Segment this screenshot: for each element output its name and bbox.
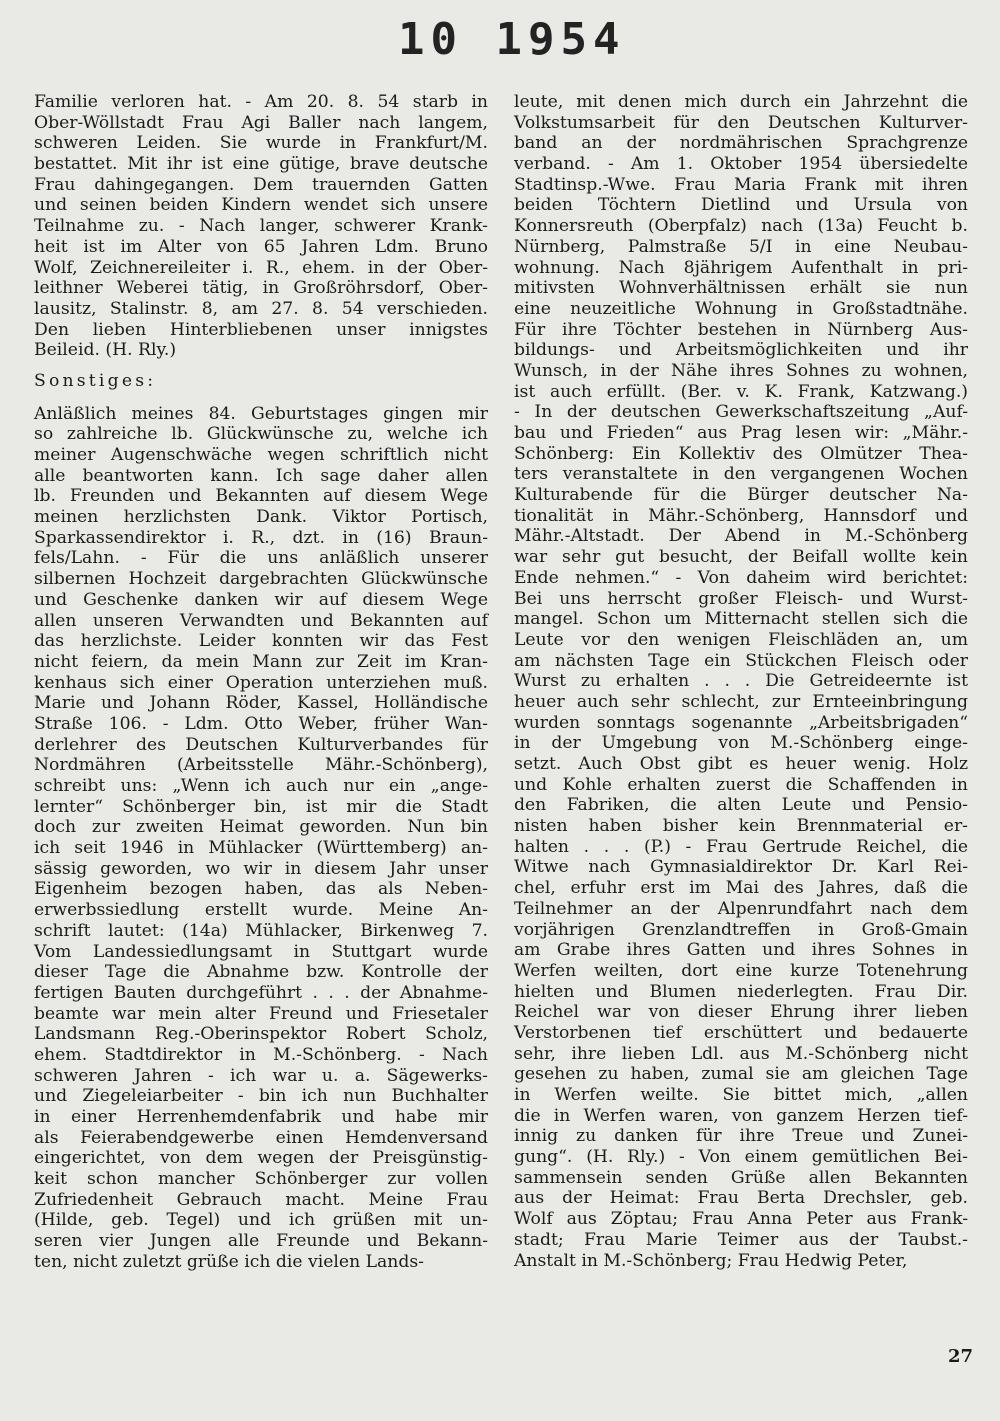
text-line: hielten und Blumen niederlegten. Frau Dir. xyxy=(514,981,968,1002)
text-line: ist auch erfüllt. (Ber. v. K. Frank, Katzwang.) xyxy=(514,381,968,402)
text-line: mangel. Schon um Mitternacht stellen sich die xyxy=(514,609,968,630)
text-line: Anstalt in M.-Schönberg; Frau Hedwig Peter, xyxy=(514,1250,908,1271)
text-line: Eigenheim bezogen haben, das als Neben- xyxy=(34,879,488,900)
text-line: Witwe nach Gymnasialdirektor Dr. Karl Rei- xyxy=(514,857,968,878)
text-line: Vom Landessiedlungsamt in Stuttgart wurde xyxy=(34,941,488,962)
text-line: in einer Herrenhemdenfabrik und habe mir xyxy=(34,1107,488,1127)
text-line: erwerbssiedlung erstellt wurde. Meine An- xyxy=(34,900,488,921)
text-line: Konnersreuth (Oberpfalz) nach (13a) Feucht b. xyxy=(514,216,968,237)
text-line: mitivsten Wohnverhältnissen erhält sie nun xyxy=(514,278,968,299)
text-line: wohnung. Nach 8jährigem Aufenthalt in pri- xyxy=(514,257,968,278)
text-line: bildungs- und Arbeitsmöglichkeiten und ihr xyxy=(514,340,968,361)
text-line: am nächsten Tage ein Stückchen Fleisch oder xyxy=(514,650,968,671)
text-line: fels/Lahn. - Für die uns anläßlich unserer xyxy=(34,548,488,569)
text-line: Familie verloren hat. - Am 20. 8. 54 starb in xyxy=(34,92,488,112)
text-line: sässig geworden, wo wir in diesem Jahr unser xyxy=(34,858,488,879)
text-line: war sehr gut besucht, der Beifall wollte kein xyxy=(514,547,968,568)
text-line: so zahlreiche lb. Glückwünsche zu, welche ich xyxy=(34,424,488,445)
text-line: am Grabe ihres Gatten und ihres Sohnes in xyxy=(514,940,968,961)
text-line: band an der nordmährischen Sprachgrenze xyxy=(514,133,968,154)
page-number: 27 xyxy=(948,1346,974,1367)
text-line: setzt. Auch Obst gibt es heuer wenig. Holz xyxy=(514,754,968,774)
text-line: das herzlichste. Leider konnten wir das Fest xyxy=(34,631,488,652)
text-line: sehr, ihre lieben Ldl. aus M.-Schönberg nicht xyxy=(514,1043,968,1064)
text-line: Wurst zu erhalten . . . Die Getreideernte ist xyxy=(514,671,968,692)
section-heading: Sonstiges: xyxy=(34,370,157,391)
text-line: allen unseren Verwandten und Bekannten auf xyxy=(34,610,488,631)
right-column xyxy=(514,92,968,1271)
paragraph-obituaries xyxy=(34,92,488,361)
text-line: keit schon mancher Schönberger zur vollen xyxy=(34,1169,488,1190)
text-line: fertigen Bauten durchgeführt . . . der Abnahme- xyxy=(34,982,488,1003)
text-line: schreibt uns: „Wenn ich auch nur ein „ange- xyxy=(34,776,488,796)
text-line: eine neuzeitliche Wohnung in Großstadtnähe. xyxy=(514,298,968,319)
text-line: in der Umgebung von M.-Schönberg einge- xyxy=(514,733,968,754)
text-line: doch zur zweiten Heimat geworden. Nun bin xyxy=(34,817,488,838)
text-line: leithner Weberei tätig, in Großröhrsdorf, Ober- xyxy=(34,278,488,299)
text-line: schrift lautet: (14a) Mühlacker, Birkenweg 7. xyxy=(34,920,488,941)
text-line: Sparkassendirektor i. R., dzt. in (16) Braun- xyxy=(34,527,488,548)
text-line: leute, mit denen mich durch ein Jahrzehnt die xyxy=(514,92,968,112)
text-line: in Werfen weilte. Sie bittet mich, „allen xyxy=(514,1085,968,1105)
text-line: aus der Heimat: Frau Berta Drechsler, geb. xyxy=(514,1188,968,1209)
text-line: halten . . . (P.) - Frau Gertrude Reichel, die xyxy=(514,836,968,857)
text-line: Stadtinsp.-Wwe. Frau Maria Frank mit ihren xyxy=(514,174,968,195)
text-line: ters veranstaltete in den vergangenen Wochen xyxy=(514,464,968,485)
text-line: lb. Freunden und Bekannten auf diesem Wege xyxy=(34,486,488,507)
text-line: Bei uns herrscht großer Fleisch- und Wurst- xyxy=(514,588,968,609)
text-line: schweren Leiden. Sie wurde in Frankfurt/M. xyxy=(34,133,488,154)
text-line: seren vier Jungen alle Freunde und Bekann- xyxy=(34,1231,488,1252)
text-line: - In der deutschen Gewerkschaftszeitung „Auf- xyxy=(514,402,968,423)
text-line: stadt; Frau Marie Teimer aus der Taubst.- xyxy=(514,1229,968,1250)
text-line: Landsmann Reg.-Oberinspektor Robert Scholz, xyxy=(34,1024,488,1045)
text-line: meinen herzlichsten Dank. Viktor Portisch, xyxy=(34,507,488,528)
text-line: beamte war mein alter Freund und Friesetaler xyxy=(34,1003,488,1024)
text-line: schweren Jahren - ich war u. a. Sägewerks- xyxy=(34,1065,488,1086)
text-line: Verstorbenen tief erschüttert und bedauerte xyxy=(514,1022,968,1043)
issue-stamp: 10 1954 xyxy=(398,14,626,65)
text-line: Volkstumsarbeit für den Deutschen Kulturver- xyxy=(514,112,968,133)
paragraph-sonstiges xyxy=(34,404,488,1273)
text-line: Leute vor den wenigen Fleischläden an, um xyxy=(514,629,968,650)
text-line: Werfen weilten, dort eine kurze Totenehrung xyxy=(514,960,968,981)
text-line: und Geschenke danken wir auf diesem Wege xyxy=(34,589,488,610)
text-line: lernter“ Schönberger bin, ist mir die Stadt xyxy=(34,796,488,817)
text-line: alle beantworten kann. Ich sage daher allen xyxy=(34,465,488,486)
text-line: sammensein senden Grüße allen Bekannten xyxy=(514,1167,968,1188)
text-line: Ende nehmen.“ - Von daheim wird berichtet: xyxy=(514,567,968,588)
text-line: innig zu danken für ihre Treue und Zunei- xyxy=(514,1126,968,1147)
text-line: beiden Töchtern Dietlind und Ursula von xyxy=(514,195,968,216)
text-line: Wolf aus Zöptau; Frau Anna Peter aus Frank- xyxy=(514,1209,968,1230)
text-line: (Hilde, geb. Tegel) und ich grüßen mit un- xyxy=(34,1210,488,1231)
text-line: nisten haben bisher kein Brennmaterial er- xyxy=(514,816,968,837)
text-line: Wunsch, in der Nähe ihres Sohnes zu wohnen, xyxy=(514,360,968,381)
text-line: Zufriedenheit Gebrauch macht. Meine Frau xyxy=(34,1189,488,1210)
text-line: Für ihre Töchter bestehen in Nürnberg Aus- xyxy=(514,319,968,340)
text-line: als Feierabendgewerbe einen Hemdenversand xyxy=(34,1127,488,1148)
text-line: Marie und Johann Röder, Kassel, Holländische xyxy=(34,693,488,714)
text-line: bau und Frieden“ aus Prag lesen wir: „Mähr.- xyxy=(514,423,968,443)
text-line: verband. - Am 1. Oktober 1954 übersiedelte xyxy=(514,154,968,175)
text-line: meiner Augenschwäche wegen schriftlich nicht xyxy=(34,445,488,465)
text-line: heit ist im Alter von 65 Jahren Ldm. Bruno xyxy=(34,236,488,257)
text-line: Straße 106. - Ldm. Otto Weber, früher Wan- xyxy=(34,713,488,734)
text-line: den Fabriken, die alten Leute und Pensio- xyxy=(514,795,968,816)
text-line: wurden sonntags sogenannte „Arbeitsbrigaden“ xyxy=(514,712,968,733)
text-line: ich seit 1946 in Mühlacker (Württemberg) an- xyxy=(34,838,488,859)
text-line: gung“. (H. Rly.) - Von einem gemütlichen Bei- xyxy=(514,1147,968,1168)
text-line: dieser Tage die Abnahme bzw. Kontrolle der xyxy=(34,962,488,983)
text-line: nicht feiern, da mein Mann zur Zeit im Kran- xyxy=(34,651,488,672)
text-line: ehem. Stadtdirektor in M.-Schönberg. - Nach xyxy=(34,1044,488,1065)
text-line: bestattet. Mit ihr ist eine gütige, brave deutsche xyxy=(34,154,488,175)
text-line: silbernen Hochzeit dargebrachten Glückwünsche xyxy=(34,569,488,590)
text-line: Nürnberg, Palmstraße 5/I in eine Neubau- xyxy=(514,236,968,257)
left-column xyxy=(34,92,488,1273)
text-line: chel, erfuhr erst im Mai des Jahres, daß die xyxy=(514,878,968,899)
text-line: heuer auch sehr schlecht, zur Ernteeinbringung xyxy=(514,691,968,712)
text-line: Beileid. (H. Rly.) xyxy=(34,340,177,361)
text-line: kenhaus sich einer Operation unterziehen muß. xyxy=(34,672,488,693)
text-line: Wolf, Zeichnereileiter i. R., ehem. in der Ober- xyxy=(34,257,488,278)
text-line: Schönberg: Ein Kollektiv des Olmützer Thea- xyxy=(514,443,968,464)
text-line: Ober-Wöllstadt Frau Agi Baller nach langem, xyxy=(34,112,488,133)
text-line: Teilnehmer an der Alpenrundfahrt nach dem xyxy=(514,898,968,919)
text-line: Frau dahingegangen. Dem trauernden Gatten xyxy=(34,174,488,195)
text-line: Nordmähren (Arbeitsstelle Mähr.-Schönberg), xyxy=(34,755,488,776)
text-line: ten, nicht zuletzt grüße ich die vielen Lands- xyxy=(34,1251,424,1272)
text-line: eingerichtet, von dem wegen der Preisgünstig- xyxy=(34,1148,488,1169)
text-line: Reichel war von dieser Ehrung ihrer lieben xyxy=(514,1002,968,1023)
text-line: derlehrer des Deutschen Kulturverbandes für xyxy=(34,734,488,755)
text-line: und Ziegeleiarbeiter - bin ich nun Buchhalter xyxy=(34,1086,488,1107)
text-line: vorjährigen Grenzlandtreffen in Groß-Gmain xyxy=(514,919,968,940)
text-line: tionalität in Mähr.-Schönberg, Hannsdorf und xyxy=(514,505,968,526)
paragraph-right xyxy=(514,92,968,1271)
text-line: die in Werfen waren, von ganzem Herzen tief- xyxy=(514,1105,968,1126)
text-line: und Kohle erhalten zuerst die Schaffenden in xyxy=(514,774,968,795)
text-line: Kulturabende für die Bürger deutscher Na- xyxy=(514,485,968,506)
text-line: gesehen zu haben, zumal sie am gleichen Tage xyxy=(514,1064,968,1085)
text-line: Anläßlich meines 84. Geburtstages gingen mir xyxy=(34,403,488,424)
text-line: Teilnahme zu. - Nach langer, schwerer Krank- xyxy=(34,216,488,237)
text-line: Mähr.-Altstadt. Der Abend in M.-Schönberg xyxy=(514,526,968,547)
text-line: und seinen beiden Kindern wendet sich unsere xyxy=(34,195,488,216)
text-line: Den lieben Hinterbliebenen unser innigstes xyxy=(34,319,488,340)
text-line: lausitz, Stalinstr. 8, am 27. 8. 54 verschieden. xyxy=(34,298,488,319)
